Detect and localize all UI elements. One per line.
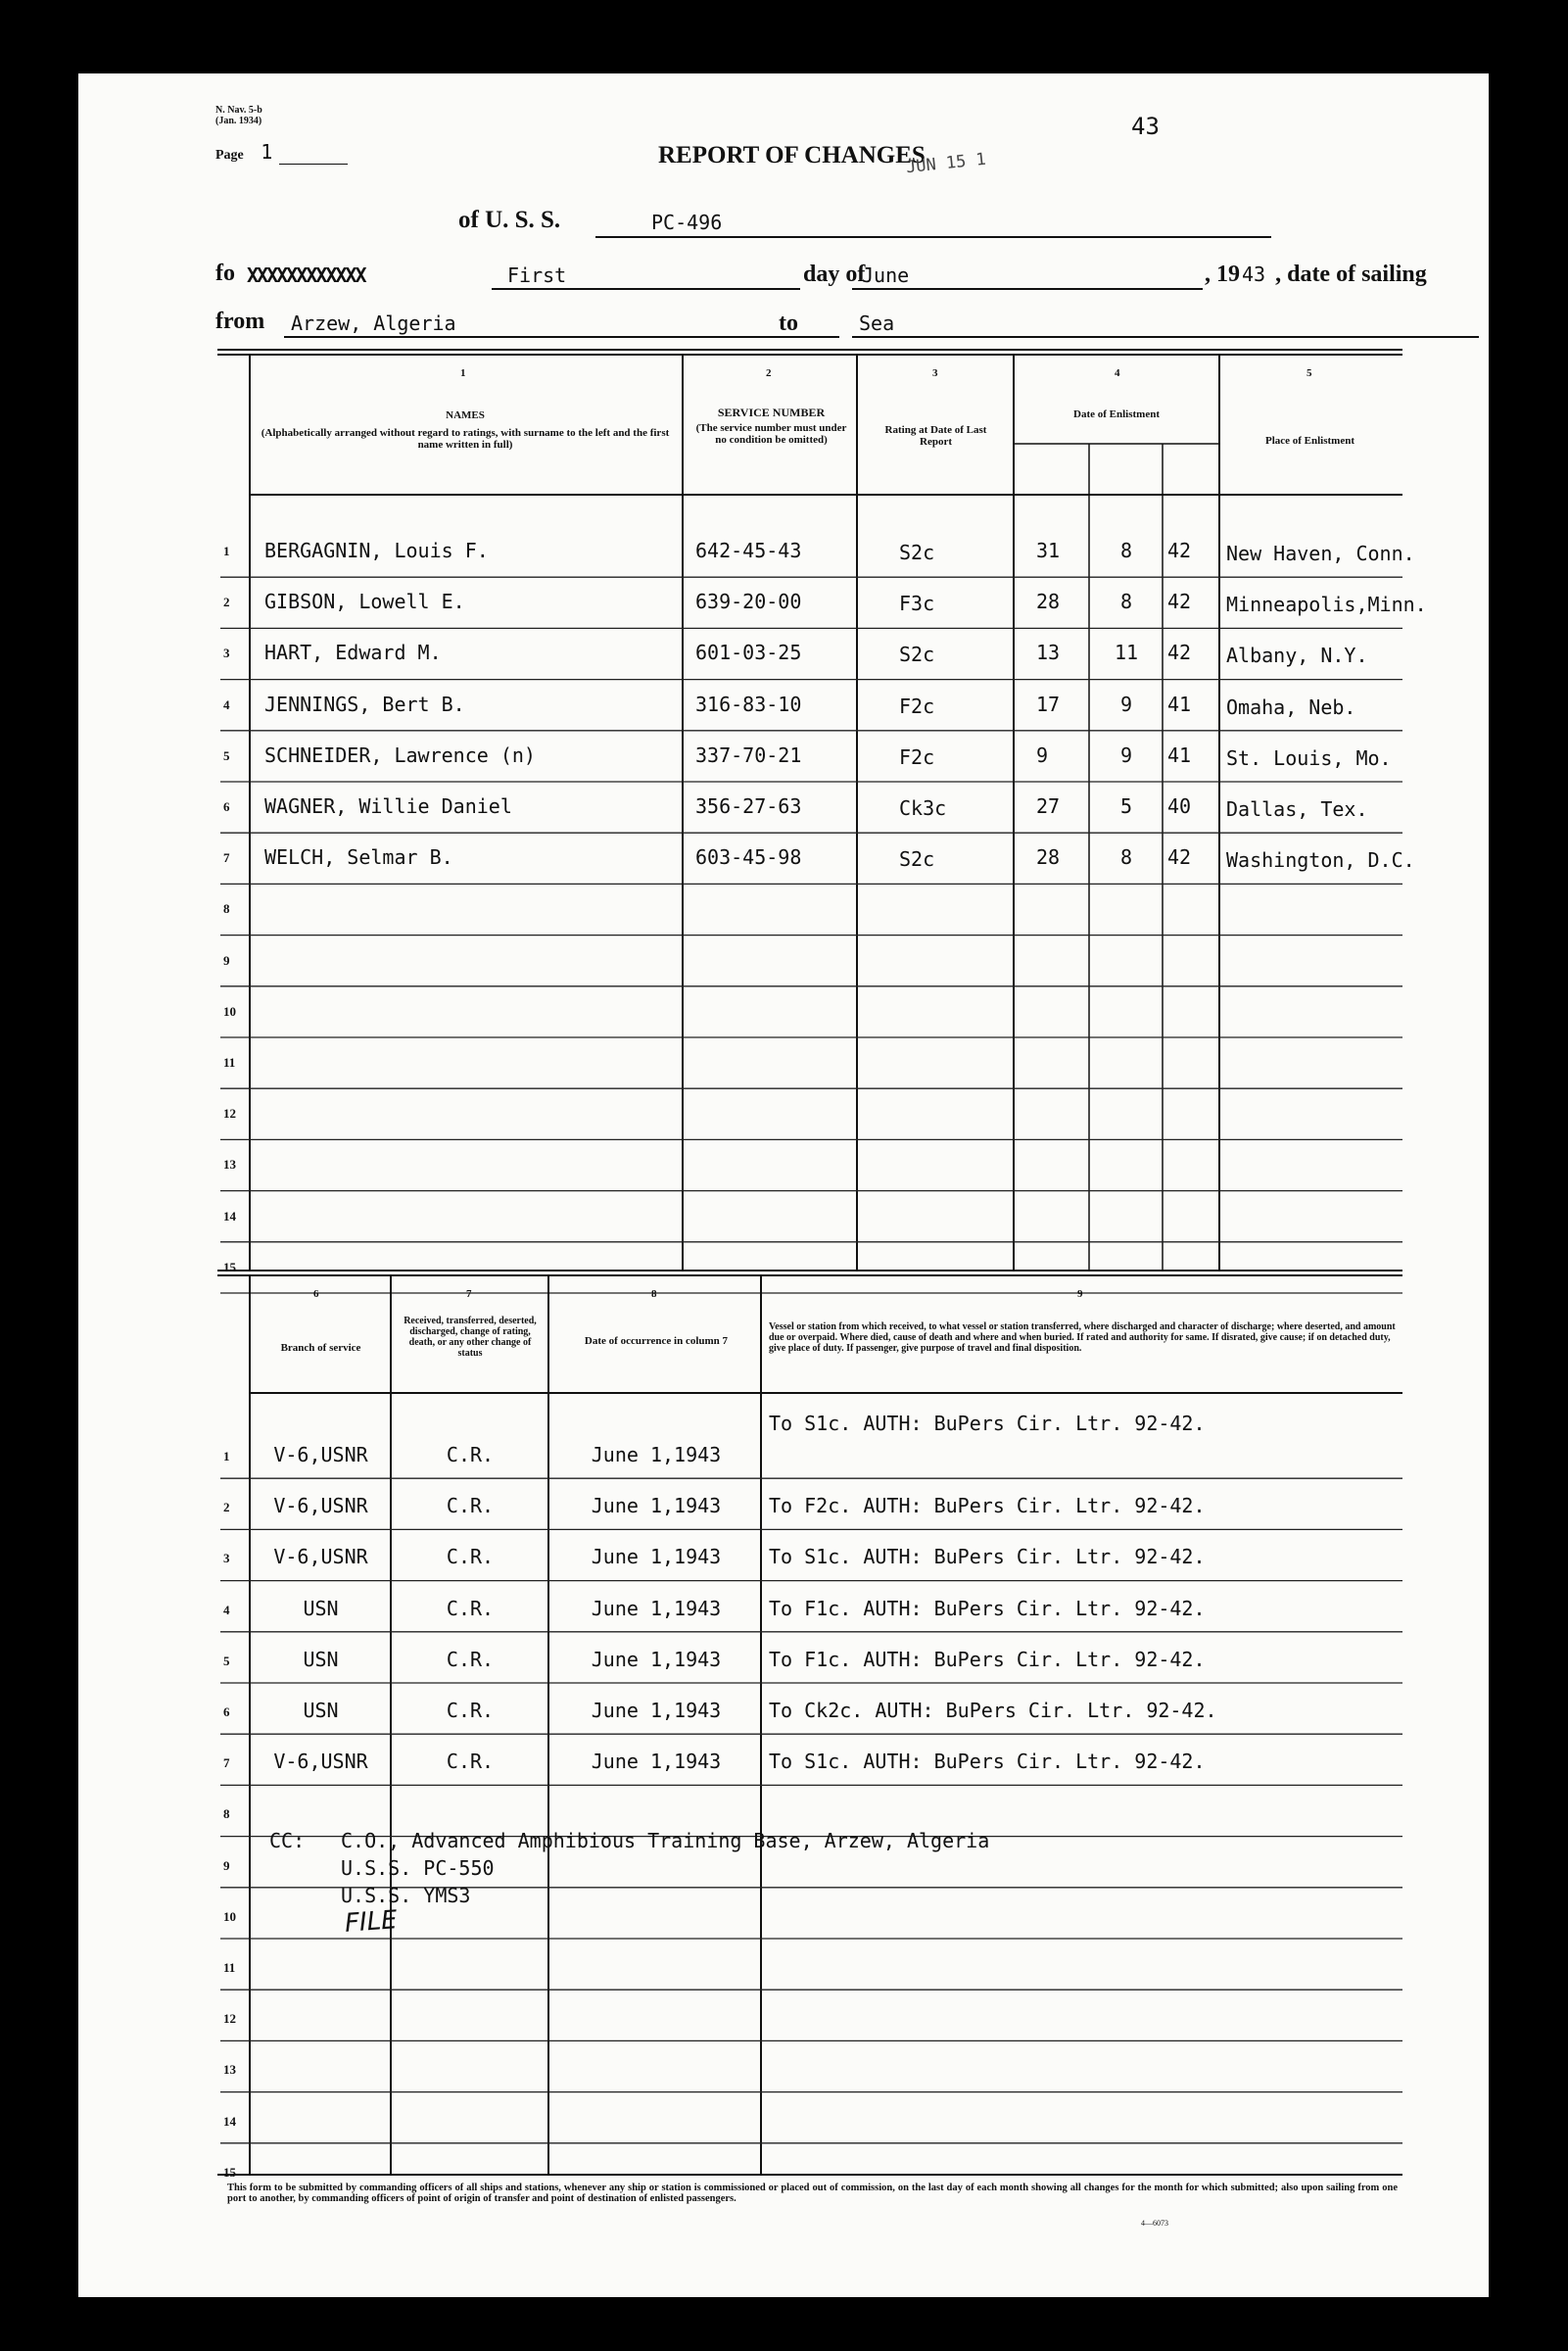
enlist-year: 42	[1167, 641, 1192, 665]
header-service-number: SERVICE NUMBER (The service number must under no condition be omitted)	[690, 407, 852, 446]
header-place: Place of Enlistment	[1264, 435, 1355, 447]
ship-name: PC-496	[651, 211, 723, 234]
change-remark: To S1c. AUTH: BuPers Cir. Ltr. 92-42.	[769, 1412, 1206, 1435]
enlist-year: 41	[1167, 743, 1192, 767]
page-number: 1	[261, 140, 273, 164]
row-number: 9	[223, 952, 230, 968]
enlisted-name: SCHNEIDER, Lawrence (n)	[264, 743, 536, 767]
enlist-year: 42	[1167, 845, 1192, 870]
row-number: 8	[223, 1806, 230, 1822]
enlist-place: Albany, N.Y.	[1226, 644, 1368, 668]
footer-note: This form to be submitted by commanding officers of all ships and stations, whenever any ship or station is commissioned or placed out of commission, on the last day of each month showing all changes for the month for which submitted; also upon sailing from one port to another, by commanding officers of point of origin of transfer and point of destination of enlisted passengers.	[227, 2183, 1398, 2204]
service-number: 639-20-00	[695, 590, 802, 614]
row-number: 6	[223, 1704, 230, 1719]
col-number-1: 1	[460, 367, 466, 379]
page-title: REPORT OF CHANGES	[658, 142, 926, 168]
enlist-month: 9	[1119, 692, 1133, 716]
day-of-label: day of	[803, 262, 866, 287]
branch-of-service: USN	[303, 1596, 339, 1620]
service-number: 601-03-25	[695, 641, 802, 665]
status-change: C.R.	[446, 1596, 495, 1620]
occurrence-date: June 1,1943	[591, 1699, 722, 1722]
row-number: 4	[223, 1602, 230, 1617]
enlist-place: Omaha, Neb.	[1226, 695, 1356, 719]
header-names-note: (Alphabetically arranged without regard to ratings, with surname to the left and the first name written in full)	[261, 427, 670, 451]
footer-code: 4—6073	[1141, 2219, 1168, 2228]
col-number-4: 4	[1115, 367, 1120, 379]
occurrence-date: June 1,1943	[591, 1596, 722, 1620]
change-remark: To F2c. AUTH: BuPers Cir. Ltr. 92-42.	[769, 1494, 1206, 1518]
row-number: 1	[223, 544, 230, 558]
to-label: to	[779, 311, 798, 336]
enlist-place: St. Louis, Mo.	[1226, 745, 1392, 770]
rating: Ck3c	[899, 796, 947, 820]
enlist-day: 27	[1036, 794, 1061, 818]
enlist-year: 42	[1167, 590, 1192, 614]
cc-line-1: C.O., Advanced Amphibious Training Base, Arzew, Algeria	[341, 1829, 990, 1852]
status-change: C.R.	[446, 1443, 495, 1466]
year-label: , 19 43 , date of sailing	[1205, 262, 1427, 287]
branch-of-service: V-6,USNR	[273, 1494, 368, 1518]
row-number: 8	[223, 901, 230, 917]
row-number: 3	[223, 1551, 230, 1566]
lower-table-grid	[78, 73, 1489, 2297]
change-remark: To S1c. AUTH: BuPers Cir. Ltr. 92-42.	[769, 1545, 1206, 1569]
enlisted-name: WELCH, Selmar B.	[264, 845, 453, 870]
branch-of-service: V-6,USNR	[273, 1750, 368, 1774]
col-number-3: 3	[932, 367, 938, 379]
col-number-9: 9	[1077, 1288, 1083, 1300]
cc-label: CC:	[269, 1829, 306, 1852]
row-number: 3	[223, 646, 230, 661]
enlist-month: 9	[1119, 743, 1133, 767]
change-remark: To Ck2c. AUTH: BuPers Cir. Ltr. 92-42.	[769, 1699, 1217, 1722]
struck-text: XXXXXXXXXXXX	[247, 264, 365, 287]
row-number: 10	[223, 1908, 236, 1924]
row-number: 5	[223, 747, 230, 763]
enlist-place: Washington, D.C.	[1226, 848, 1415, 873]
row-number: 2	[223, 1500, 230, 1515]
change-remark: To F1c. AUTH: BuPers Cir. Ltr. 92-42.	[769, 1647, 1206, 1671]
row-number: 5	[223, 1653, 230, 1668]
enlist-year: 40	[1167, 794, 1192, 818]
file-handwritten-note: FILE	[344, 1905, 399, 1939]
month-value: June	[862, 264, 910, 287]
row-number: 14	[223, 2113, 236, 2129]
header-date: Date of occurrence in column 7	[584, 1335, 729, 1347]
change-remark: To S1c. AUTH: BuPers Cir. Ltr. 92-42.	[769, 1750, 1206, 1774]
enlist-year: 42	[1167, 539, 1192, 562]
header-names: NAMES (Alphabetically arranged without regard to ratings, with surname to the left and the first name written in full)	[261, 409, 670, 451]
row-number: 15	[223, 1259, 236, 1274]
uss-label: of U. S. S.	[458, 207, 561, 233]
enlisted-name: GIBSON, Lowell E.	[264, 590, 465, 614]
service-number: 337-70-21	[695, 743, 802, 767]
header-status: Received, transferred, deserted, discharged, change of rating, death, or any other change of status	[404, 1316, 537, 1359]
occurrence-date: June 1,1943	[591, 1545, 722, 1569]
cc-line-2: U.S.S. PC-550	[341, 1856, 495, 1880]
rating: S2c	[899, 847, 935, 872]
service-number: 356-27-63	[695, 794, 802, 818]
row-number: 11	[223, 1960, 236, 1975]
header-enlistment: Date of Enlistment	[1073, 408, 1160, 420]
row-number: 1	[223, 1449, 230, 1463]
corner-number: 43	[1131, 113, 1160, 140]
row-number: 15	[223, 2164, 236, 2180]
from-place: Arzew, Algeria	[291, 312, 456, 335]
rating: F3c	[899, 592, 935, 616]
row-number: 7	[223, 1755, 230, 1771]
branch-of-service: USN	[303, 1647, 339, 1671]
enlist-month: 8	[1119, 845, 1133, 870]
enlist-year: 41	[1167, 692, 1192, 716]
branch-of-service: USN	[303, 1699, 339, 1722]
row-number: 10	[223, 1003, 236, 1019]
enlist-day: 17	[1036, 692, 1061, 716]
status-change: C.R.	[446, 1699, 495, 1722]
enlist-month: 5	[1119, 794, 1133, 818]
enlist-month: 11	[1114, 641, 1139, 665]
to-place: Sea	[859, 312, 895, 335]
header-vessel: Vessel or station from which received, to what vessel or station transferred, where discharged and character of discharge; where deserted, and amount due or overpaid. Where died, cause of death and where and when buried. If rated and authority for same. If disrated, give cause; if on detached duty, give place of duty. If passenger, give purpose of travel and final disposition.	[769, 1321, 1396, 1354]
for-label: fo	[215, 261, 235, 286]
col-number-8: 8	[651, 1288, 657, 1300]
row-number: 7	[223, 850, 230, 866]
enlisted-name: HART, Edward M.	[264, 641, 442, 665]
enlist-day: 28	[1036, 845, 1061, 870]
row-number: 12	[223, 2011, 236, 2027]
enlist-month: 8	[1119, 590, 1133, 614]
form-id-line2: (Jan. 1934)	[215, 116, 262, 126]
form-id-line1: N. Nav. 5-b	[215, 105, 262, 116]
service-number: 316-83-10	[695, 692, 802, 716]
col-number-6: 6	[313, 1288, 319, 1300]
enlist-day: 28	[1036, 590, 1061, 614]
rating: F2c	[899, 694, 935, 718]
report-form-page	[78, 73, 1489, 2297]
col-number-7: 7	[466, 1288, 472, 1300]
row-number: 13	[223, 1157, 236, 1173]
change-remark: To F1c. AUTH: BuPers Cir. Ltr. 92-42.	[769, 1596, 1206, 1620]
status-change: C.R.	[446, 1647, 495, 1671]
from-label: from	[215, 309, 265, 334]
status-change: C.R.	[446, 1750, 495, 1774]
occurrence-date: June 1,1943	[591, 1494, 722, 1518]
header-service-note: (The service number must under no condition be omitted)	[695, 422, 847, 446]
received-stamp: JUN 15 1	[905, 149, 987, 178]
status-change: C.R.	[446, 1545, 495, 1569]
rating: S2c	[899, 643, 935, 667]
col-number-2: 2	[766, 367, 772, 379]
cc-line-3: U.S.S. YMS3	[341, 1884, 471, 1907]
branch-of-service: V-6,USNR	[273, 1545, 368, 1569]
rating: F2c	[899, 744, 935, 769]
occurrence-date: June 1,1943	[591, 1443, 722, 1466]
header-branch: Branch of service	[280, 1342, 361, 1354]
enlisted-name: JENNINGS, Bert B.	[264, 692, 465, 716]
enlisted-name: BERGAGNIN, Louis F.	[264, 539, 489, 562]
year-value: 43	[1242, 263, 1266, 286]
row-number: 2	[223, 595, 230, 610]
branch-of-service: V-6,USNR	[273, 1443, 368, 1466]
row-number: 6	[223, 799, 230, 814]
enlist-place: New Haven, Conn.	[1226, 542, 1415, 565]
status-change: C.R.	[446, 1494, 495, 1518]
occurrence-date: June 1,1943	[591, 1750, 722, 1774]
service-number: 642-45-43	[695, 539, 802, 562]
row-number: 13	[223, 2062, 236, 2078]
row-number: 9	[223, 1857, 230, 1873]
occurrence-date: June 1,1943	[591, 1647, 722, 1671]
enlist-day: 9	[1036, 743, 1049, 767]
day-value: First	[507, 264, 567, 287]
row-number: 12	[223, 1106, 236, 1122]
header-rating: Rating at Date of Last Report	[884, 424, 987, 448]
enlist-day: 31	[1036, 539, 1061, 562]
date-of-sailing-label: , date of sailing	[1275, 262, 1427, 287]
enlist-day: 13	[1036, 641, 1061, 665]
page-label: Page 1	[215, 140, 273, 164]
enlist-place: Minneapolis,Minn.	[1226, 593, 1427, 617]
row-number: 4	[223, 696, 230, 712]
enlist-month: 8	[1119, 539, 1133, 562]
row-number: 11	[223, 1055, 236, 1070]
enlist-place: Dallas, Tex.	[1226, 797, 1368, 821]
enlisted-name: WAGNER, Willie Daniel	[264, 794, 512, 818]
rating: S2c	[899, 541, 935, 564]
row-number: 14	[223, 1208, 236, 1223]
col-number-5: 5	[1307, 367, 1312, 379]
service-number: 603-45-98	[695, 845, 802, 870]
